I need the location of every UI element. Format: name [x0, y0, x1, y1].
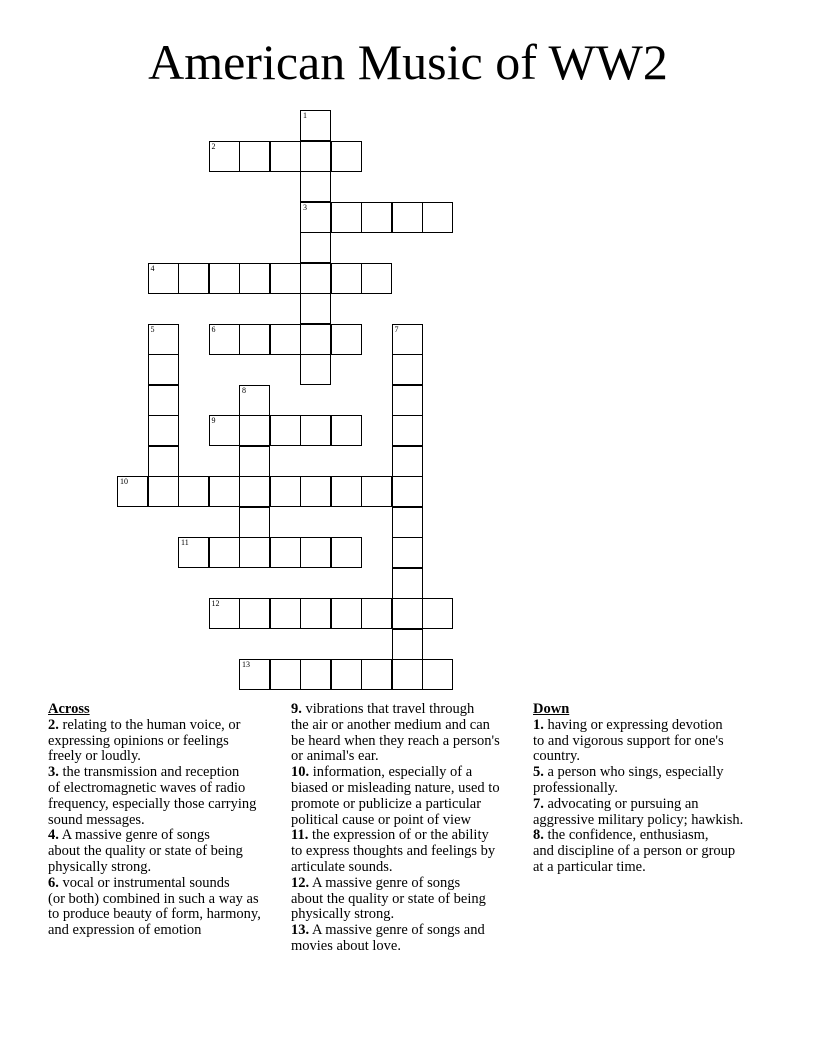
across-clues-column-1: [48, 702, 261, 939]
clue-text-line: [291, 781, 500, 797]
clue-text-line: [533, 718, 743, 734]
grid-cell[interactable]: [148, 354, 179, 385]
grid-cell[interactable]: [239, 446, 270, 477]
grid-cell[interactable]: [239, 507, 270, 538]
grid-cell[interactable]: [300, 232, 331, 263]
grid-cell[interactable]: [270, 263, 301, 294]
clue-text-line: [291, 718, 500, 734]
clue-text: promote or publicize a particular: [291, 795, 482, 812]
clue-text: sound messages.: [48, 811, 145, 828]
clue-text-line: [291, 860, 500, 876]
grid-cell[interactable]: [300, 598, 331, 629]
grid-cell[interactable]: [361, 598, 392, 629]
clue-text: A massive genre of songs: [311, 874, 461, 891]
clue-text: to express thoughts and feelings by: [291, 843, 496, 860]
clue-text-line: [48, 718, 261, 734]
clue-text-line: [533, 844, 743, 860]
grid-cell[interactable]: [300, 354, 331, 385]
grid-cell[interactable]: [331, 415, 362, 446]
clue-text: to and vigorous support for one's: [533, 732, 724, 749]
grid-cell[interactable]: [331, 202, 362, 233]
clue-text-line: [291, 876, 500, 892]
clue-label: 11.: [291, 827, 309, 844]
grid-cell[interactable]: [270, 598, 301, 629]
grid-cell[interactable]: [392, 385, 423, 416]
clue-label: 4.: [48, 827, 59, 844]
grid-cell[interactable]: [270, 537, 301, 568]
across-clue: [291, 702, 500, 765]
clue-text-line: [48, 734, 261, 750]
clue-text: physically strong.: [48, 858, 152, 875]
clue-number: 9: [211, 416, 216, 425]
clue-number: 12: [211, 599, 220, 608]
clue-text-line: [48, 907, 261, 923]
grid-cell[interactable]: [178, 263, 209, 294]
grid-cell[interactable]: [392, 476, 423, 507]
clue-text: the transmission and reception: [62, 764, 240, 781]
clue-number: 5: [150, 324, 155, 334]
clue-text: (or both) combined in such a way as: [48, 890, 259, 907]
clue-label: 13.: [291, 922, 310, 939]
clue-text: expressing opinions or feelings: [48, 732, 229, 749]
across-clues-column-2: [291, 702, 500, 955]
grid-cell[interactable]: [392, 568, 423, 599]
grid-cell[interactable]: [300, 537, 331, 568]
grid-cell[interactable]: [331, 263, 362, 294]
clue-label: 7.: [533, 795, 544, 812]
clue-text-line: [291, 765, 500, 781]
grid-cell[interactable]: [331, 537, 362, 568]
across-clue: [291, 765, 500, 828]
clue-text-line: [48, 813, 261, 829]
clue-text-line: [291, 923, 500, 939]
clue-text-line: [48, 765, 261, 781]
clue-number: 11: [181, 538, 189, 547]
clue-text-line: [291, 749, 500, 765]
grid-cell[interactable]: [361, 476, 392, 507]
down-clue: [533, 828, 743, 875]
across-clue: [48, 876, 261, 939]
clue-text: or animal's ear.: [291, 748, 379, 765]
clue-text: A massive genre of songs: [61, 827, 210, 844]
grid-cell[interactable]: [392, 415, 423, 446]
grid-cell[interactable]: [300, 324, 331, 355]
clue-text-line: [533, 781, 743, 797]
clue-text: frequency, especially those carrying: [48, 795, 257, 812]
clue-text-line: [291, 844, 500, 860]
clue-text-line: [48, 797, 261, 813]
clue-number: 1: [303, 111, 307, 120]
grid-cell[interactable]: [331, 598, 362, 629]
grid-cell[interactable]: [361, 263, 392, 294]
grid-cell[interactable]: [148, 263, 179, 294]
grid-cell[interactable]: [148, 476, 179, 507]
clue-text: the air or another medium and can: [291, 716, 490, 733]
clue-label: 6.: [48, 874, 59, 891]
clue-text: advocating or pursuing an: [547, 795, 699, 812]
grid-cell[interactable]: [331, 476, 362, 507]
clue-label: 1.: [533, 716, 544, 733]
clue-text: A massive genre of songs and: [311, 922, 485, 939]
grid-cell[interactable]: [392, 537, 423, 568]
clue-text: biased or misleading nature, used to: [291, 779, 500, 796]
grid-cell[interactable]: [392, 324, 423, 355]
clue-text-line: [291, 702, 500, 718]
clue-text-line: [291, 907, 500, 923]
across-clue: [48, 828, 261, 875]
grid-cell[interactable]: [361, 202, 392, 233]
grid-cell[interactable]: [331, 324, 362, 355]
grid-cell[interactable]: [209, 141, 240, 172]
clue-text-line: [533, 749, 743, 765]
grid-cell[interactable]: [422, 202, 453, 233]
clue-text: be heard when they reach a person's: [291, 732, 500, 749]
down-heading: Down: [533, 701, 570, 717]
grid-cell[interactable]: [392, 598, 423, 629]
grid-cell[interactable]: [392, 629, 423, 660]
clue-text-line: [533, 813, 743, 829]
clue-text: aggressive military policy; hawkish.: [533, 811, 744, 828]
clue-text-line: [533, 828, 743, 844]
clue-label: 5.: [533, 764, 544, 781]
grid-cell[interactable]: [239, 324, 270, 355]
grid-cell[interactable]: [270, 324, 301, 355]
grid-cell[interactable]: [392, 354, 423, 385]
clue-text: vibrations that travel through: [305, 701, 475, 717]
grid-cell[interactable]: [239, 659, 270, 690]
grid-cell[interactable]: [239, 263, 270, 294]
grid-cell[interactable]: [148, 324, 179, 355]
down-clue: [533, 797, 743, 829]
grid-cell[interactable]: [178, 537, 209, 568]
grid-cell[interactable]: [300, 141, 331, 172]
grid-cell[interactable]: [209, 263, 240, 294]
clue-text: political cause or point of view: [291, 811, 471, 828]
clue-text: at a particular time.: [533, 858, 646, 875]
clue-number: 2: [211, 141, 216, 151]
grid-cell[interactable]: [209, 415, 240, 446]
clue-text-line: [48, 828, 261, 844]
grid-cell[interactable]: [239, 476, 270, 507]
clue-text-line: [48, 860, 261, 876]
clue-number: 13: [242, 660, 250, 669]
grid-cell[interactable]: [239, 415, 270, 446]
grid-cell[interactable]: [422, 659, 453, 690]
grid-cell[interactable]: [270, 659, 301, 690]
clue-number: 10: [120, 477, 128, 486]
clue-text-line: [533, 734, 743, 750]
clue-text: of electromagnetic waves of radio: [48, 779, 246, 796]
clue-label: 10.: [291, 764, 310, 781]
grid-cell[interactable]: [300, 415, 331, 446]
clue-text: relating to the human voice, or: [62, 716, 241, 733]
clue-text: having or expressing devotion: [547, 716, 723, 733]
grid-cell[interactable]: [331, 141, 362, 172]
clue-text-line: [291, 828, 500, 844]
clue-label: 9.: [291, 701, 302, 717]
grid-cell[interactable]: [209, 476, 240, 507]
grid-cell[interactable]: [148, 385, 179, 416]
across-heading: Across: [48, 701, 90, 717]
across-clue: [48, 718, 261, 765]
clue-text: information, especially of a: [312, 764, 473, 781]
clue-number: 7: [394, 324, 399, 334]
clue-text: and expression of emotion: [48, 922, 202, 939]
grid-cell[interactable]: [392, 202, 423, 233]
down-clue: [533, 718, 743, 765]
grid-cell[interactable]: [239, 537, 270, 568]
clue-text: professionally.: [533, 779, 618, 796]
across-clue: [48, 765, 261, 828]
grid-cell[interactable]: [117, 476, 148, 507]
clue-text: the expression of or the ability: [311, 827, 489, 844]
clue-text: vocal or instrumental sounds: [62, 874, 230, 891]
clue-text-line: [533, 765, 743, 781]
grid-cell[interactable]: [239, 385, 270, 416]
clue-number: 3: [303, 202, 307, 212]
clue-number: 6: [211, 324, 216, 334]
clue-text-line: [48, 749, 261, 765]
grid-cell[interactable]: [270, 476, 301, 507]
clue-text-line: [48, 781, 261, 797]
clue-text: about the quality or state of being: [291, 890, 486, 907]
grid-cell[interactable]: [300, 110, 331, 141]
grid-cell[interactable]: [148, 415, 179, 446]
grid-cell[interactable]: [392, 659, 423, 690]
grid-cell[interactable]: [239, 598, 270, 629]
clue-label: 3.: [48, 764, 59, 781]
grid-cell[interactable]: [270, 141, 301, 172]
clue-text: a person who sings, especially: [547, 764, 724, 781]
across-clue: [291, 828, 500, 875]
across-clue: [291, 876, 500, 923]
clue-text-line: [291, 813, 500, 829]
grid-cell[interactable]: [209, 598, 240, 629]
grid-cell[interactable]: [148, 446, 179, 477]
down-clue: [533, 765, 743, 797]
clue-label: 2.: [48, 716, 59, 733]
clue-label: 8.: [533, 827, 544, 844]
grid-cell[interactable]: [300, 476, 331, 507]
clue-number: 8: [242, 385, 246, 395]
grid-cell[interactable]: [392, 507, 423, 538]
clue-text-line: [48, 923, 261, 939]
page-title: American Music of WW2: [148, 34, 668, 90]
across-clue: [291, 923, 500, 955]
clue-text: country.: [533, 748, 580, 765]
clue-text: about the quality or state of being: [48, 843, 243, 860]
clue-text: movies about love.: [291, 937, 401, 954]
clue-text: physically strong.: [291, 906, 395, 923]
grid-cell[interactable]: [422, 598, 453, 629]
grid-cell[interactable]: [300, 659, 331, 690]
grid-cell[interactable]: [178, 476, 209, 507]
grid-cell[interactable]: [209, 324, 240, 355]
clue-text: articulate sounds.: [291, 858, 393, 875]
clue-text: to produce beauty of form, harmony,: [48, 906, 261, 923]
grid-cell[interactable]: [300, 263, 331, 294]
grid-cell[interactable]: [361, 659, 392, 690]
clue-text-line: [291, 797, 500, 813]
grid-cell[interactable]: [209, 537, 240, 568]
grid-cell[interactable]: [270, 415, 301, 446]
grid-cell[interactable]: [300, 293, 331, 324]
clue-number: 4: [150, 263, 155, 273]
clue-text-line: [48, 844, 261, 860]
grid-cell[interactable]: [331, 659, 362, 690]
clue-text-line: [533, 797, 743, 813]
grid-cell[interactable]: [300, 202, 331, 233]
clue-text-line: [291, 734, 500, 750]
down-clues-column: [533, 702, 743, 876]
clue-text-line: [48, 892, 261, 908]
clue-text-line: [48, 876, 261, 892]
clue-text: the confidence, enthusiasm,: [547, 827, 709, 844]
clue-text: freely or loudly.: [48, 748, 141, 765]
clue-text-line: [291, 939, 500, 955]
grid-cell[interactable]: [239, 141, 270, 172]
clue-text-line: [291, 892, 500, 908]
grid-cell[interactable]: [392, 446, 423, 477]
grid-cell[interactable]: [300, 171, 331, 202]
clue-text: and discipline of a person or group: [533, 843, 736, 860]
clue-label: 12.: [291, 874, 310, 891]
clue-text-line: [533, 860, 743, 876]
